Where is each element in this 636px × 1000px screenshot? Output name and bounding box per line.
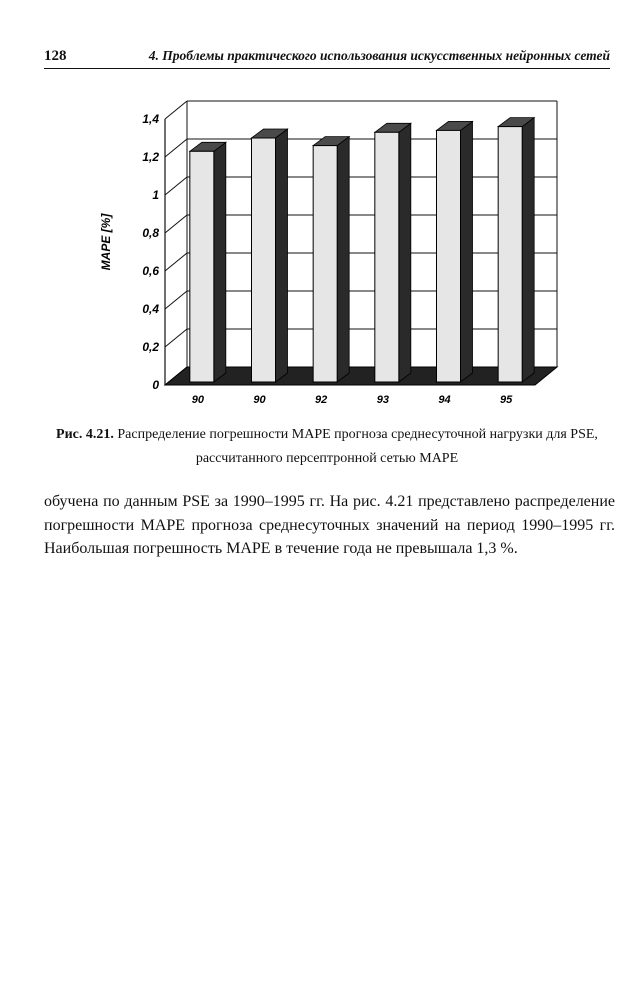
y-tick-label: 0,4 [142, 302, 159, 316]
y-tick-label: 0 [152, 378, 159, 392]
gridline-side [165, 329, 187, 347]
bar [313, 146, 337, 382]
y-tick-label: 1 [152, 188, 159, 202]
y-tick-label: 1,2 [142, 150, 159, 164]
figure-chart [90, 98, 560, 414]
x-tick-label: 92 [315, 394, 328, 406]
x-tick-label: 93 [376, 394, 389, 406]
gridline-side [165, 215, 187, 233]
bar [437, 130, 461, 382]
page-number: 128 [44, 48, 67, 64]
bar-side [214, 142, 226, 382]
bar-side [399, 123, 411, 382]
gridline-side [165, 177, 187, 195]
running-title: 4. Проблемы практического использования искусственных нейронных сетей [148, 48, 610, 63]
x-tick-label: 90 [191, 394, 204, 406]
y-tick-label: 1,4 [142, 112, 159, 126]
bar-side [522, 118, 534, 382]
bar [375, 132, 399, 382]
bar-side [276, 129, 288, 382]
y-tick-label: 0,8 [142, 226, 159, 240]
page-header [44, 48, 610, 69]
y-tick-label: 0,2 [142, 340, 159, 354]
y-tick-label: 0,6 [142, 264, 159, 278]
x-tick-label: 90 [253, 394, 266, 406]
figure-caption [44, 423, 610, 471]
bar-chart [90, 98, 560, 414]
gridline-side [165, 139, 187, 157]
bar [252, 138, 276, 382]
bar-side [337, 137, 349, 382]
gridline-side [165, 291, 187, 309]
bar [190, 151, 214, 382]
x-tick-label: 95 [500, 394, 513, 406]
caption-text: Распределение погрешности MAPE прогноза среднесуточной нагрузки для PSE, рассчитанного персептронной сетью MAPE [117, 427, 598, 466]
bar [498, 127, 522, 382]
gridline-side [165, 253, 187, 271]
caption-label: Рис. 4.21. [56, 427, 114, 442]
y-axis-label: MAPE [%] [99, 213, 113, 271]
gridline-side [165, 101, 187, 119]
x-tick-label: 94 [438, 394, 451, 406]
body-paragraph: обучена по данным PSE за 1990–1995 гг. На рис. 4.21 представлено распределение погрешности MAPE прогноза среднесуточных значений на период 1990–1995 гг. Наибольшая погрешность MAPE в течение года не превышала 1,3 %. [44, 493, 615, 557]
bar-side [461, 121, 473, 382]
